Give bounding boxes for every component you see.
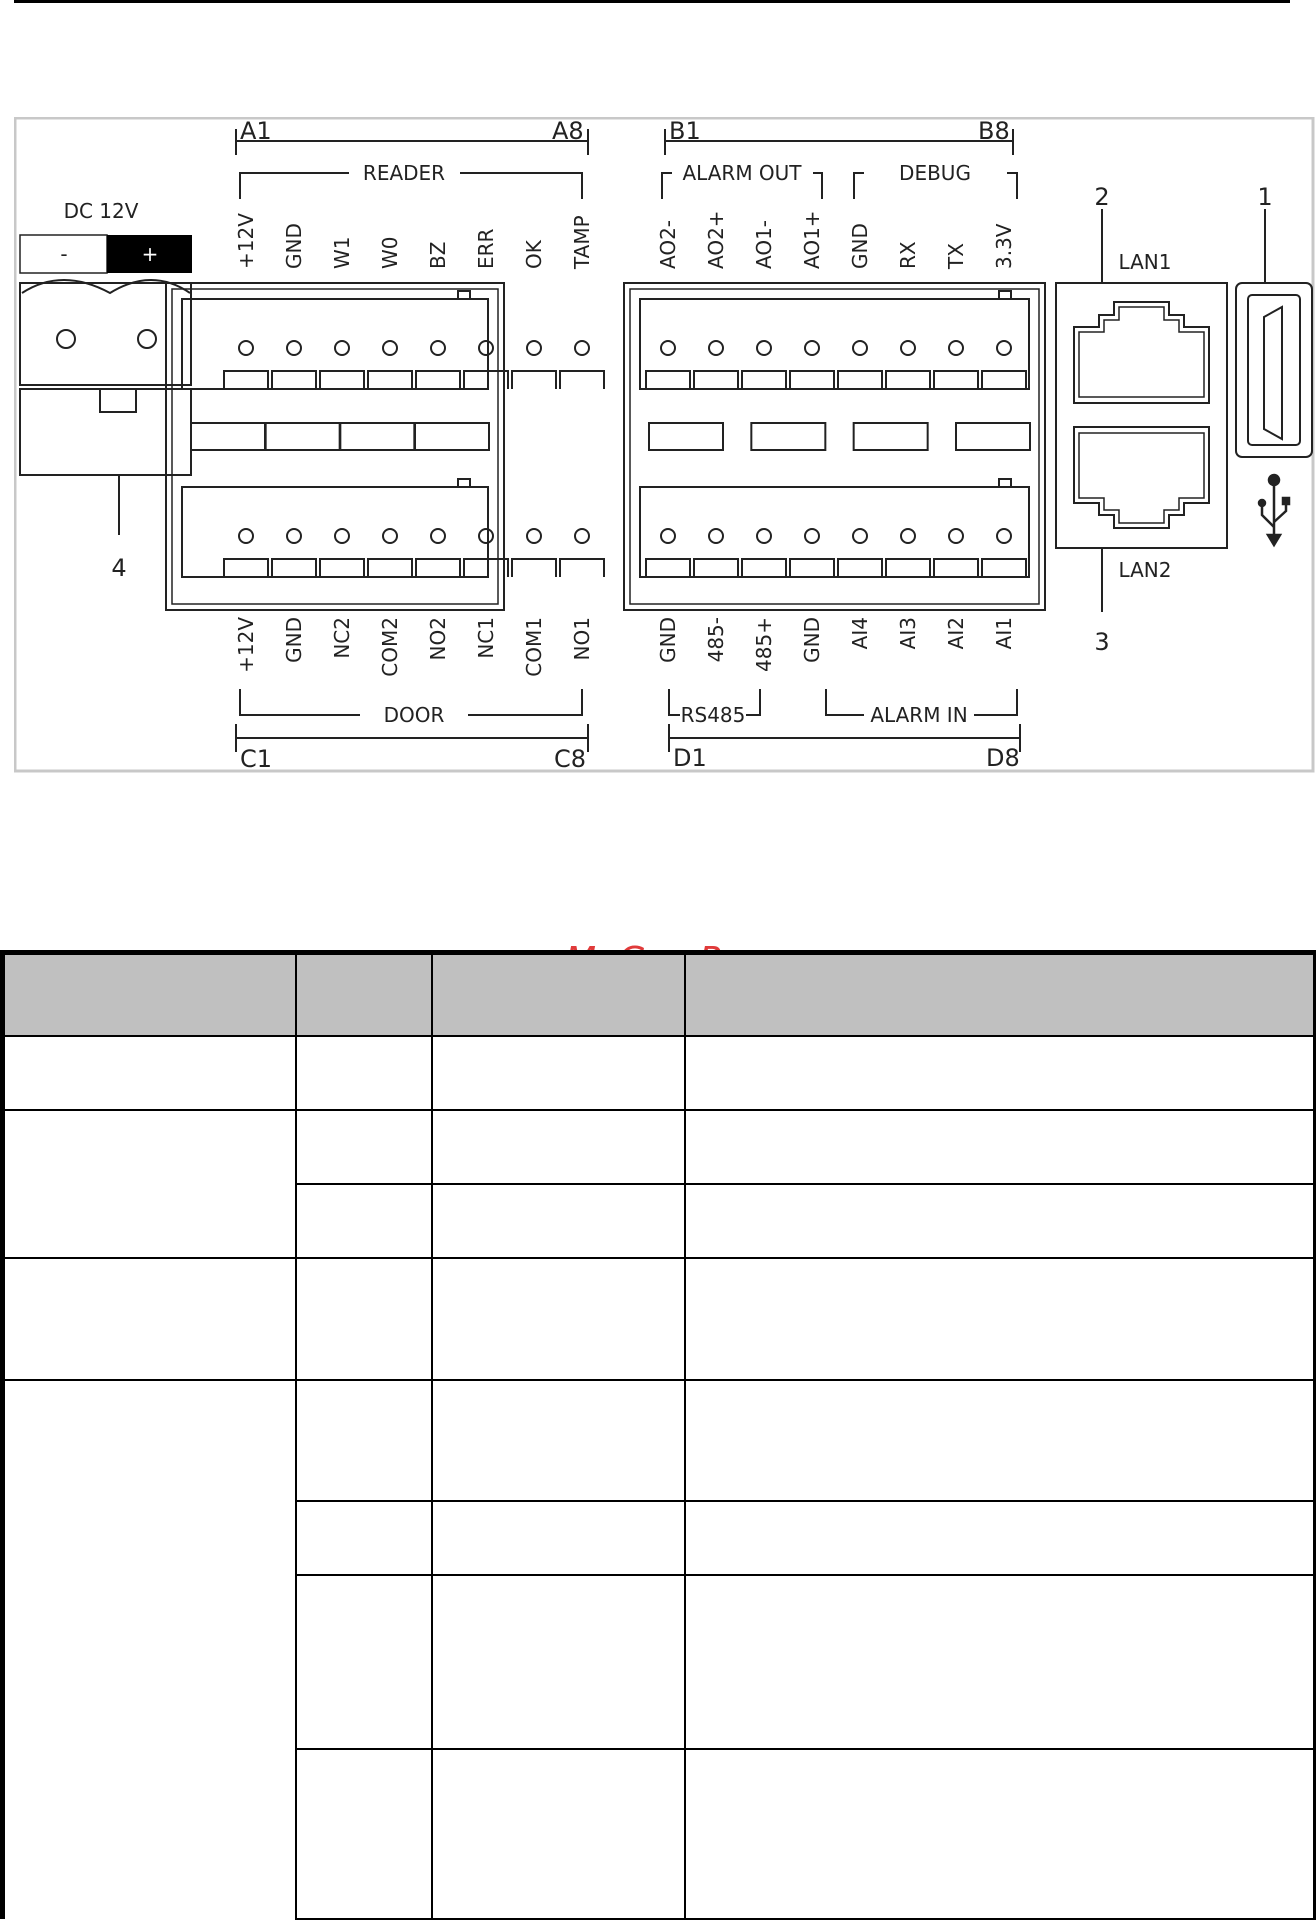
- pin-label-bottom: AI3: [896, 617, 920, 650]
- pin-label-bottom: NC2: [330, 617, 354, 659]
- left-lower-pin-hole: [527, 529, 541, 543]
- right-upper-pin-clamp: [886, 371, 930, 389]
- left-indicator-window: [340, 423, 414, 450]
- left-lower-pin-clamp: [272, 559, 316, 577]
- door-group-label: DOOR: [383, 703, 445, 727]
- pin-label-top: RX: [896, 241, 920, 269]
- left-lower-pin-clamp: [320, 559, 364, 577]
- right-upper-pin-hole: [709, 341, 723, 355]
- right-upper-pin-clamp: [694, 371, 738, 389]
- power-minus-label: -: [60, 242, 68, 266]
- pin-label-top: +12V: [234, 213, 258, 269]
- right-indicator-window: [956, 423, 1030, 450]
- right-indicator-window: [854, 423, 928, 450]
- lan-housing: [1056, 283, 1227, 548]
- right-upper-pin-hole: [997, 341, 1011, 355]
- pin-label-top: AO2-: [656, 219, 680, 269]
- right-upper-pin-hole: [757, 341, 771, 355]
- right-upper-pin-clamp: [934, 371, 978, 389]
- left-upper-pin-clamp: [512, 371, 556, 389]
- pin-label-top: W1: [330, 236, 354, 269]
- right-lower-pin-clamp: [838, 559, 882, 577]
- left-upper-pin-hole: [383, 341, 397, 355]
- left-upper-pin-hole: [575, 341, 589, 355]
- right-lower-pin-clamp: [886, 559, 930, 577]
- pin-label-bottom: COM1: [522, 617, 546, 677]
- lan2-port: [1074, 427, 1209, 528]
- left-lower-pin-clamp: [464, 559, 508, 577]
- right-upper-pin-hole: [949, 341, 963, 355]
- pin-labels-bottom: [234, 617, 1016, 677]
- right-lower-pin-hole: [853, 529, 867, 543]
- right-upper-pin-hole: [661, 341, 675, 355]
- pin-label-top: TAMP: [570, 215, 594, 269]
- pin-label-top: TX: [944, 243, 968, 269]
- pin-label-bottom: AI2: [944, 617, 968, 650]
- left-upper-pin-clamp: [560, 371, 604, 389]
- right-upper-pin-clamp: [838, 371, 882, 389]
- table-header-cell: [296, 953, 432, 1037]
- power-terminal-arc: [22, 280, 190, 293]
- left-lower-connector-header: [182, 479, 488, 507]
- left-lower-pin-hole: [575, 529, 589, 543]
- pin-label-bottom: AI4: [848, 617, 872, 650]
- pin-label-top: GND: [282, 223, 306, 269]
- bracket-a-start: A1: [240, 117, 272, 145]
- pin-label-top: W0: [378, 236, 402, 269]
- right-lower-pin-hole: [805, 529, 819, 543]
- bracket-a-end: A8: [552, 117, 584, 145]
- usb-port-outer: [1248, 295, 1300, 445]
- pin-label-bottom: GND: [282, 617, 306, 663]
- usb-callout-number: 1: [1257, 183, 1273, 211]
- pin-label-bottom: GND: [800, 617, 824, 663]
- left-terminal-block-outer: [166, 283, 504, 610]
- pin-label-bottom: NC1: [474, 617, 498, 659]
- right-indicator-window: [751, 423, 825, 450]
- right-upper-pin-clamp: [646, 371, 690, 389]
- pin-label-bottom: NO1: [570, 617, 594, 661]
- left-upper-pin-clamp: [368, 371, 412, 389]
- left-indicator-window: [191, 423, 265, 450]
- pin-label-bottom: +12V: [234, 617, 258, 673]
- right-lower-pin-clamp: [646, 559, 690, 577]
- bracket-b-start: B1: [669, 117, 701, 145]
- left-upper-pin-clamp: [464, 371, 508, 389]
- right-lower-pin-hole: [949, 529, 963, 543]
- left-lower-pin-clamp: [512, 559, 556, 577]
- table-row: [3, 1036, 1316, 1110]
- left-lower-pin-clamp: [368, 559, 412, 577]
- table-header-cell: [3, 953, 296, 1037]
- right-lower-pin-hole: [757, 529, 771, 543]
- usb-icon: [1259, 475, 1289, 545]
- right-indicator-window: [649, 423, 723, 450]
- power-plus-label: +: [141, 242, 159, 266]
- left-upper-connector-header: [182, 291, 488, 319]
- left-lower-connector-body: [182, 487, 488, 577]
- alarm-in-group-label: ALARM IN: [870, 703, 968, 727]
- left-upper-pin-clamp: [272, 371, 316, 389]
- usb-port-inner: [1264, 307, 1282, 439]
- left-terminal-block-inner: [172, 289, 498, 604]
- wiring-diagram: [14, 117, 1316, 774]
- right-upper-pin-hole: [805, 341, 819, 355]
- left-upper-pin-hole: [479, 341, 493, 355]
- debug-group-label: DEBUG: [899, 161, 971, 185]
- left-upper-pin-clamp: [224, 371, 268, 389]
- pin-label-bottom: AI1: [992, 617, 1016, 650]
- bracket-c-start: C1: [240, 745, 273, 773]
- right-upper-pin-clamp: [742, 371, 786, 389]
- lan2-callout-number: 3: [1094, 628, 1110, 656]
- right-upper-pin-hole: [853, 341, 867, 355]
- right-lower-pin-hole: [661, 529, 675, 543]
- left-upper-pin-hole: [239, 341, 253, 355]
- right-lower-pin-hole: [901, 529, 915, 543]
- lan1-label: LAN1: [1118, 250, 1172, 274]
- left-lower-pin-hole: [383, 529, 397, 543]
- lan1-port: [1074, 302, 1209, 403]
- bracket-c-end: C8: [554, 745, 587, 773]
- right-upper-pin-clamp: [982, 371, 1026, 389]
- left-indicator-window: [266, 423, 340, 450]
- lan2-label: LAN2: [1118, 558, 1172, 582]
- right-upper-connector-header: [640, 291, 1029, 319]
- table-header-row: [3, 953, 1316, 1037]
- left-lower-pin-clamp: [560, 559, 604, 577]
- right-upper-pin-hole: [901, 341, 915, 355]
- lan1-port-inner: [1079, 307, 1204, 397]
- left-lower-pin-hole: [479, 529, 493, 543]
- table-row: [3, 1380, 1316, 1501]
- left-upper-pin-clamp: [320, 371, 364, 389]
- top-rule: [14, 0, 1290, 3]
- table-header-cell: [685, 953, 1316, 1037]
- table-header-cell: [432, 953, 685, 1037]
- diagram-frame: [15, 118, 1313, 771]
- alarm-out-group-label: ALARM OUT: [682, 161, 802, 185]
- pin-label-bottom: NO2: [426, 617, 450, 661]
- left-upper-connector-body: [182, 299, 488, 389]
- pin-labels-top: [234, 210, 1016, 270]
- bracket-b-end: B8: [978, 117, 1010, 145]
- right-upper-pin-clamp: [790, 371, 834, 389]
- left-upper-pin-hole: [335, 341, 349, 355]
- table-row: [3, 1110, 1316, 1184]
- left-lower-pin-clamp: [224, 559, 268, 577]
- right-lower-pin-clamp: [982, 559, 1026, 577]
- left-lower-pin-hole: [287, 529, 301, 543]
- right-lower-connector-header: [640, 479, 1029, 507]
- left-lower-pin-clamp: [416, 559, 460, 577]
- spec-table: [0, 950, 1316, 1920]
- right-lower-pin-clamp: [790, 559, 834, 577]
- right-lower-pin-clamp: [934, 559, 978, 577]
- bracket-d-end: D8: [986, 744, 1020, 772]
- pin-label-bottom: GND: [656, 617, 680, 663]
- pin-label-top: 3.3V: [992, 223, 1016, 269]
- right-lower-pin-clamp: [694, 559, 738, 577]
- left-lower-pin-hole: [239, 529, 253, 543]
- left-lower-pin-hole: [431, 529, 445, 543]
- left-upper-pin-hole: [431, 341, 445, 355]
- table-row: [3, 1258, 1316, 1380]
- pin-label-top: AO2+: [704, 210, 728, 269]
- left-indicator-window: [415, 423, 489, 450]
- rs485-group-label: RS485: [680, 703, 746, 727]
- pin-label-top: AO1+: [800, 210, 824, 269]
- pin-label-top: OK: [522, 240, 546, 269]
- pin-label-top: GND: [848, 223, 872, 269]
- bracket-d-start: D1: [673, 744, 707, 772]
- power-callout-number: 4: [111, 554, 127, 582]
- left-lower-pin-hole: [335, 529, 349, 543]
- power-screw-plus: [138, 330, 156, 348]
- pin-label-bottom: COM2: [378, 617, 402, 677]
- right-lower-pin-hole: [709, 529, 723, 543]
- lan2-port-inner: [1079, 433, 1204, 523]
- pin-label-top: ERR: [474, 228, 498, 269]
- left-upper-pin-hole: [527, 341, 541, 355]
- pin-label-bottom: 485+: [752, 617, 776, 672]
- lan1-callout-number: 2: [1094, 183, 1110, 211]
- power-screw-minus: [57, 330, 75, 348]
- terminal-blocks: [166, 283, 1045, 610]
- left-upper-pin-hole: [287, 341, 301, 355]
- power-title: DC 12V: [63, 199, 139, 223]
- right-lower-pin-hole: [997, 529, 1011, 543]
- spec-table-wrap: [0, 950, 1313, 1923]
- pin-label-top: AO1-: [752, 219, 776, 269]
- left-upper-pin-clamp: [416, 371, 460, 389]
- right-lower-pin-clamp: [742, 559, 786, 577]
- pin-label-top: BZ: [426, 241, 450, 269]
- power-latch: [100, 389, 136, 412]
- right-terminal-block-inner: [630, 289, 1039, 604]
- pin-label-bottom: 485-: [704, 617, 728, 663]
- reader-group-label: READER: [362, 161, 446, 185]
